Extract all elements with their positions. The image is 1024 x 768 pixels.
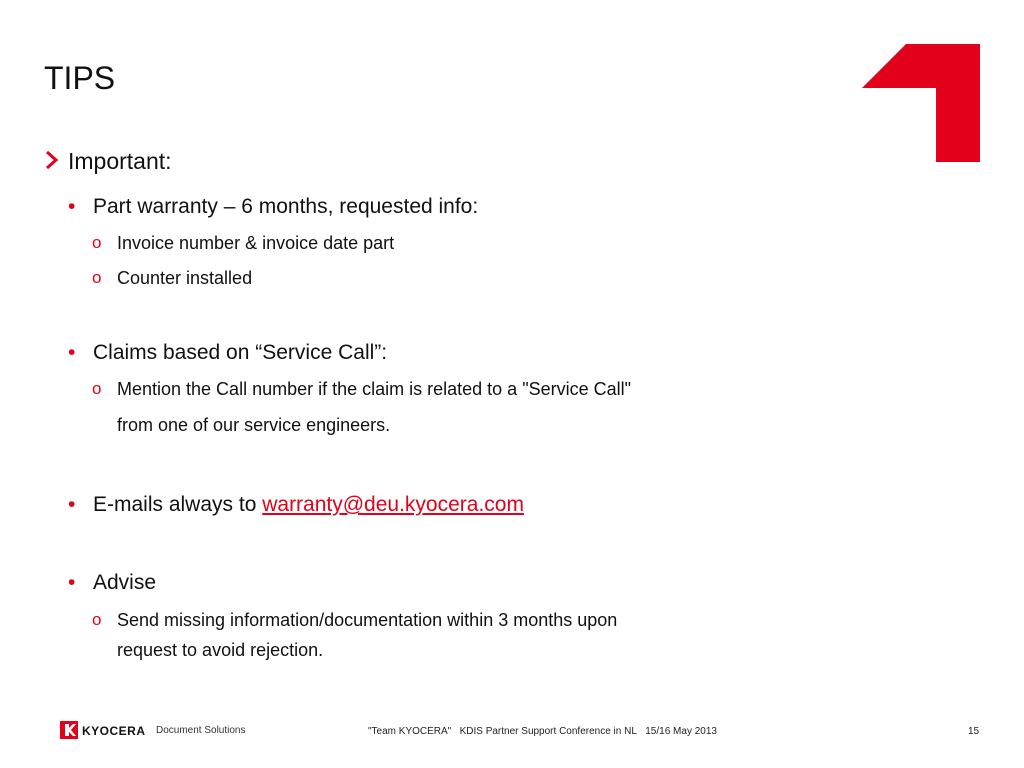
item-text bbox=[93, 493, 524, 517]
kyocera-logo-icon bbox=[60, 721, 78, 739]
bullet-dot-icon: • bbox=[68, 341, 76, 364]
email-link[interactable]: warranty@deu.kyocera.com bbox=[262, 493, 524, 516]
item-text: Claims based on “Service Call”: bbox=[93, 341, 388, 364]
hollow-circle-bullet-icon: o bbox=[92, 379, 102, 398]
slide-title: TIPS bbox=[44, 60, 116, 96]
item-text: request to avoid rejection. bbox=[117, 640, 324, 660]
chevron-right-icon bbox=[44, 149, 60, 171]
item-text: Part warranty – 6 months, requested info: bbox=[93, 195, 479, 218]
event-label: KDIS Partner Support Conference in NL bbox=[459, 726, 637, 737]
footer bbox=[0, 718, 1024, 748]
hollow-circle-bullet-icon: o bbox=[92, 233, 102, 252]
bullet-dot-icon: • bbox=[68, 571, 76, 594]
kyocera-corner-arrow-icon bbox=[862, 44, 980, 162]
item-text: from one of our service engineers. bbox=[117, 415, 391, 435]
date-label: 15/16 May 2013 bbox=[645, 726, 717, 737]
item-text: Mention the Call number if the claim is related to a "Service Call" bbox=[117, 379, 632, 399]
footer-info bbox=[368, 726, 717, 737]
brand-subtitle: Document Solutions bbox=[156, 725, 246, 736]
item-text: Counter installed bbox=[117, 268, 253, 288]
item-text: Advise bbox=[93, 571, 157, 594]
brand-name: KYOCERA bbox=[82, 724, 146, 738]
bullet-dot-icon: • bbox=[68, 195, 76, 218]
item-text: Send missing information/documentation within 3 months upon bbox=[117, 610, 618, 630]
important-heading: Important: bbox=[68, 148, 172, 174]
team-label: "Team KYOCERA" bbox=[368, 726, 452, 737]
page-number: 15 bbox=[968, 726, 980, 737]
bullet-dot-icon: • bbox=[68, 493, 76, 516]
hollow-circle-bullet-icon: o bbox=[92, 610, 102, 629]
item-text: Invoice number & invoice date part bbox=[117, 233, 395, 253]
email-label: E-mails always to bbox=[93, 493, 263, 516]
hollow-circle-bullet-icon: o bbox=[92, 268, 102, 287]
